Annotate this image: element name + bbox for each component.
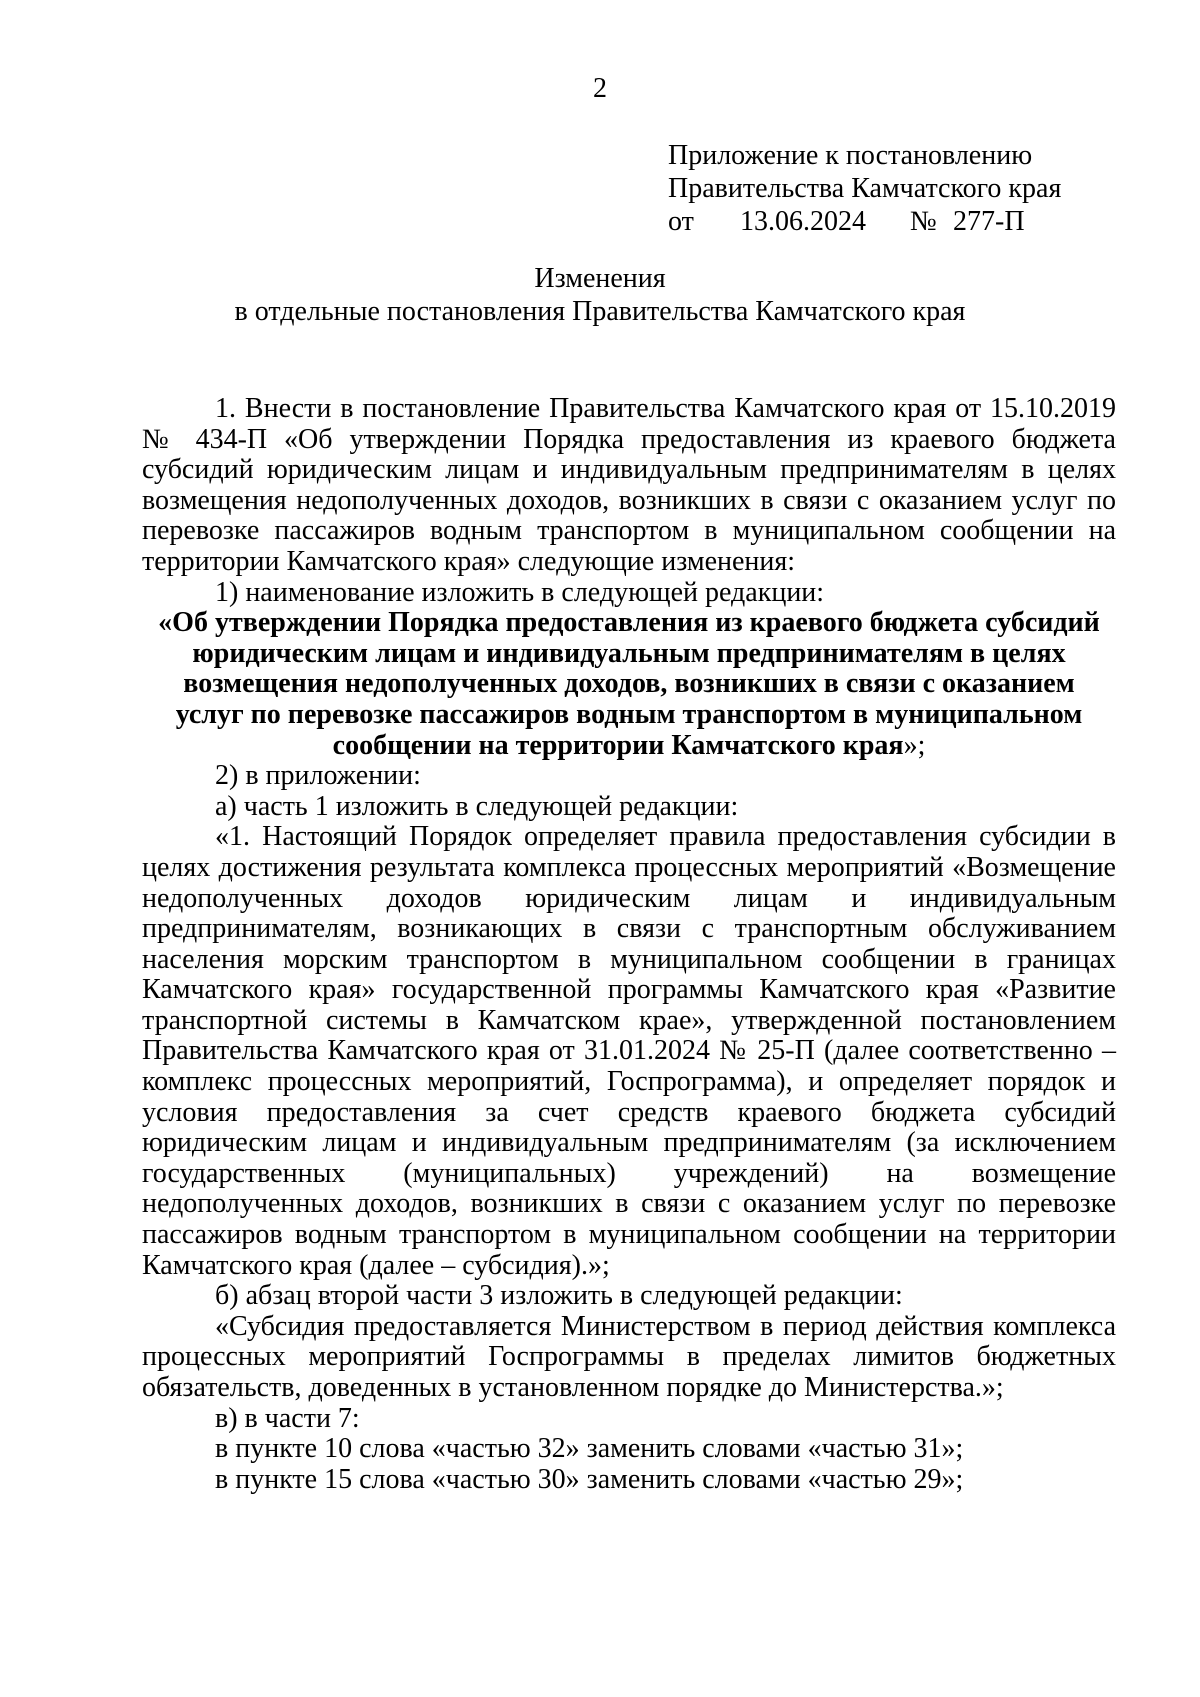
paragraph-5: а) часть 1 изложить в следующей редакции:	[215, 790, 739, 822]
paragraph-3-new-title	[142, 608, 1116, 761]
document-title-line-1: Изменения	[534, 263, 666, 294]
document-title	[0, 262, 1200, 328]
appendix-ot-label: от	[668, 206, 694, 237]
paragraph-2: 1) наименование изложить в следующей редакции:	[215, 576, 825, 608]
paragraph-1: 1. Внести в постановление Правительства Камчатского края от 15.10.2019 № 434-П «Об утверждении Порядка предоставления из краевого бюджета субсидий юридическим лицам и индивидуальным предпринимателям в целях возмещения недополученных доходов, возникших в связи с оказанием услуг по перевозке пассажиров водным транспортом в муниципальном сообщении на территории Камчатского края» следующие изменения:	[142, 393, 1116, 577]
appendix-number-sign: №	[910, 206, 937, 237]
appendix-block	[668, 139, 1138, 238]
paragraph-6: «1. Настоящий Порядок определяет правила предоставления субсидии в целях достижения результата комплекса процессных мероприятий «Возмещение недополученных доходов юридическим лицам и индивидуальным предпринимателям, возникающих в связи с транспортным обслуживанием населения морским транспортом в муниципальном сообщении в границах Камчатского края» государственной программы Камчатского края «Развитие транспортной системы в Камчатском крае», утвержденной постановлением Правительства Камчатского края от 31.01.2024 № 25-П (далее соответственно – комплекс процессных мероприятий, Госпрограмма), и определяет порядок и условия предоставления за счет средств краевого бюджета субсидий юридическим лицам и индивидуальным предпринимателям (за исключением государственных (муниципальных) учреждений) на возмещение недополученных доходов, возникших в связи с оказанием услуг по перевозке пассажиров водным транспортом в муниципальном сообщении на территории Камчатского края (далее – субсидия).»;	[142, 821, 1116, 1281]
paragraph-3-bold-text: «Об утверждении Порядка предоставления из краевого бюджета субсидий юридическим лицам и индивидуальным предпринимателям в целях возмещения недополученных доходов, возникших в связи с оказанием услуг по перевозке пассажиров водным транспортом в муниципальном сообщении на территории Камчатского края	[158, 607, 1100, 761]
page-number: 2	[593, 73, 607, 104]
paragraph-8: «Субсидия предоставляется Министерством в период действия комплекса процессных мероприятий Госпрограммы в пределах лимитов бюджетных обязательств, доведенных в установленном порядке до Министерства.»;	[142, 1310, 1116, 1403]
appendix-reference	[668, 205, 1138, 238]
paragraph-9: в) в части 7:	[215, 1402, 360, 1434]
document-body	[142, 394, 1116, 1495]
paragraph-10: в пункте 10 слова «частью 32» заменить словами «частью 31»;	[215, 1433, 964, 1465]
paragraph-3-tail: »;	[903, 729, 926, 761]
appendix-line-1: Приложение к постановлению	[668, 140, 1033, 171]
appendix-number: 277-П	[953, 206, 1025, 237]
paragraph-7: б) абзац второй части 3 изложить в следующей редакции:	[215, 1280, 903, 1312]
document-title-line-2: в отдельные постановления Правительства Камчатского края	[234, 296, 966, 327]
paragraph-11: в пункте 15 слова «частью 30» заменить словами «частью 29»;	[215, 1463, 964, 1495]
paragraph-4: 2) в приложении:	[215, 760, 421, 792]
appendix-line-2: Правительства Камчатского края	[668, 173, 1062, 204]
appendix-date: 13.06.2024	[740, 206, 866, 237]
